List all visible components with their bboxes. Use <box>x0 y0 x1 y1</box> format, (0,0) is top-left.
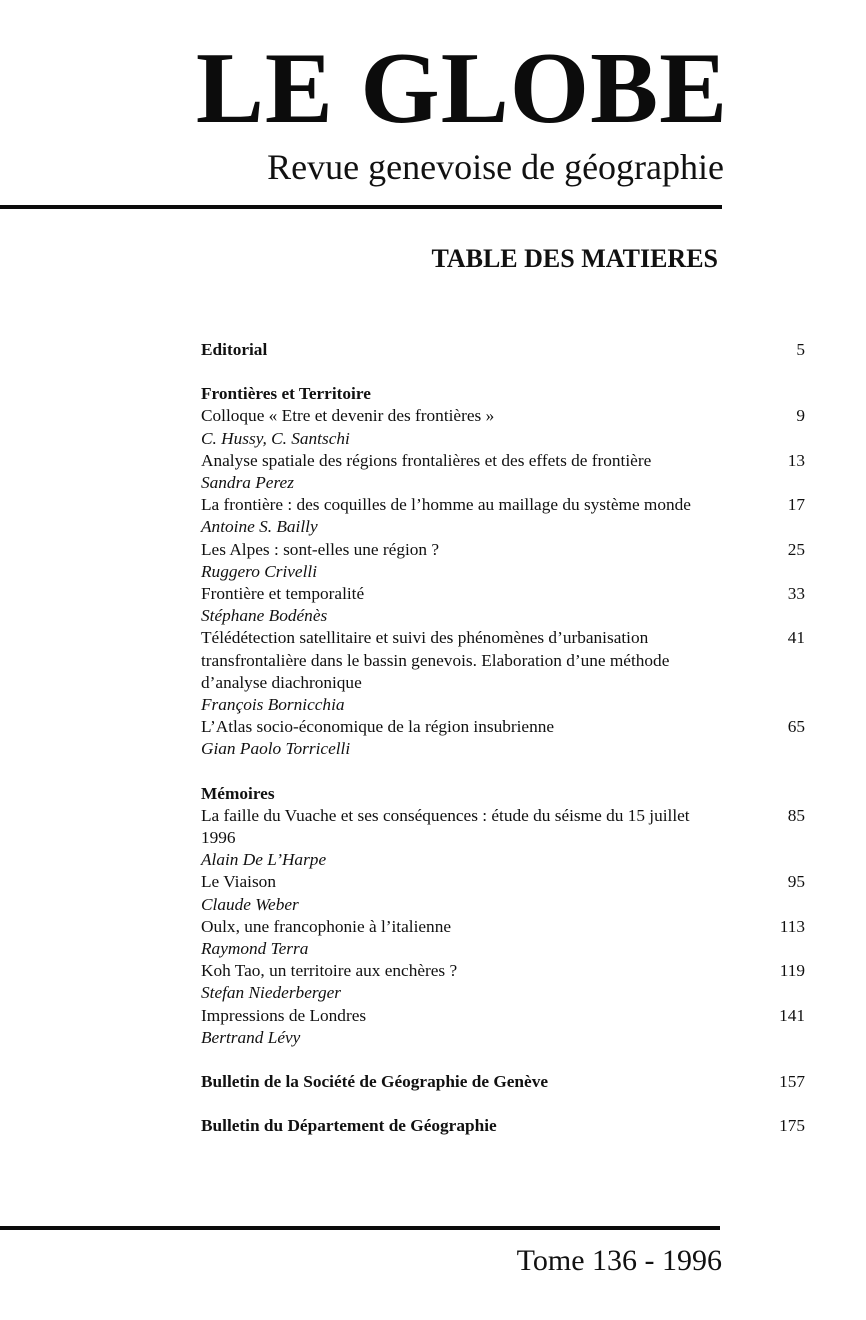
entry-title: Les Alpes : sont-elles une région ? <box>201 539 440 559</box>
entry-author: Sandra Perez <box>201 473 294 493</box>
entry-author: Antoine S. Bailly <box>201 517 318 537</box>
section-heading: Mémoires <box>201 783 275 803</box>
entry-title: Oulx, une francophonie à l’italienne <box>201 916 452 936</box>
entry-author: Ruggero Crivelli <box>201 561 317 581</box>
section-heading: Frontières et Territoire <box>201 384 371 404</box>
page-number: 13 <box>787 450 805 470</box>
entry-author: Stefan Niederberger <box>201 983 341 1003</box>
page-number: 9 <box>796 406 805 426</box>
toc-entry <box>201 450 805 494</box>
toc-entry <box>201 405 805 449</box>
journal-subtitle: Revue genevoise de géographie <box>267 147 724 187</box>
entry-title: Colloque « Etre et devenir des frontières » <box>201 406 495 426</box>
page-number: 95 <box>787 872 805 892</box>
entry-title: La faille du Vuache et ses conséquences : étude du séisme du 15 juillet 1996 <box>201 805 690 848</box>
toc-entry <box>201 916 805 960</box>
entry-title: L’Atlas socio-économique de la région insubrienne <box>201 717 555 737</box>
entry-title: Le Viaison <box>201 872 276 892</box>
bottom-rule-divider <box>0 1226 720 1230</box>
page-number: 5 <box>796 340 805 359</box>
page-number: 141 <box>779 1005 805 1025</box>
toc-entry <box>201 583 805 627</box>
toc-entry <box>201 805 805 872</box>
entry-title: Koh Tao, un territoire aux enchères ? <box>201 961 458 981</box>
section-memoires <box>201 783 805 1049</box>
page-number: 25 <box>787 539 805 559</box>
journal-title: LE GLOBE <box>195 32 729 145</box>
page-number: 175 <box>779 1116 805 1136</box>
toc-entry <box>201 627 805 716</box>
entry-title: Frontière et temporalité <box>201 584 365 604</box>
toc-entry-editorial <box>201 339 805 361</box>
toc-entry <box>201 716 805 760</box>
entry-title: La frontière : des coquilles de l’homme au maillage du système monde <box>201 495 691 515</box>
entry-author: François Bornicchia <box>201 695 345 715</box>
section-frontieres <box>201 383 805 760</box>
entry-title: Bulletin de la Société de Géographie de Genève <box>201 1072 549 1092</box>
entry-title: Bulletin du Département de Géographie <box>201 1116 497 1136</box>
page-number: 33 <box>787 584 805 604</box>
entry-author: Bertrand Lévy <box>201 1027 301 1047</box>
volume-label: Tome 136 - 1996 <box>516 1244 722 1277</box>
page-number: 119 <box>779 961 805 981</box>
entry-author: Gian Paolo Torricelli <box>201 739 351 759</box>
page-number: 85 <box>787 805 805 825</box>
toc-entry <box>201 539 805 583</box>
entry-author: C. Hussy, C. Santschi <box>201 428 350 448</box>
entry-title: Editorial <box>201 340 268 359</box>
toc-entry-bulletin-departement <box>201 1115 805 1137</box>
toc-entry <box>201 960 805 1004</box>
page-number: 113 <box>779 916 805 936</box>
page-number: 157 <box>779 1072 805 1092</box>
toc-entry-bulletin-societe <box>201 1071 805 1093</box>
page-number: 17 <box>787 495 805 515</box>
entry-title: Télédétection satellitaire et suivi des phénomènes d’urbanisation transfrontalière dans le bassin genevois. Elaboration d’une méthode d’analyse diachronique <box>201 628 670 692</box>
page-number: 41 <box>787 628 805 648</box>
page-number: 65 <box>787 717 805 737</box>
toc-entry <box>201 1005 805 1049</box>
table-of-contents <box>201 339 805 1138</box>
top-rule-divider <box>0 205 722 209</box>
entry-author: Claude Weber <box>201 894 299 914</box>
entry-title: Impressions de Londres <box>201 1005 367 1025</box>
toc-entry <box>201 494 805 538</box>
toc-heading: TABLE DES MATIERES <box>431 244 718 273</box>
entry-author: Raymond Terra <box>201 939 309 959</box>
entry-author: Stéphane Bodénès <box>201 606 328 626</box>
entry-title: Analyse spatiale des régions frontalières et des effets de frontière <box>201 450 652 470</box>
entry-author: Alain De L’Harpe <box>201 850 327 870</box>
toc-entry <box>201 871 805 915</box>
